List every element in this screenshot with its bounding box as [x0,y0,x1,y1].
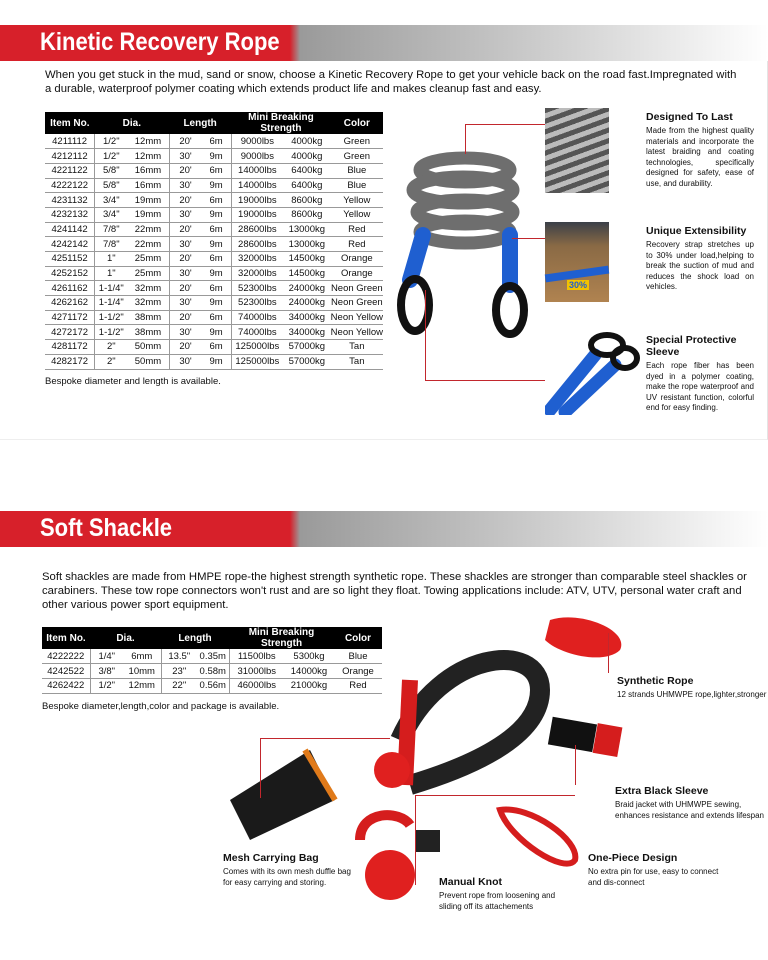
table-row [45,252,383,267]
header-strength: Mini Breaking Strength [231,112,330,134]
table-cell: 1-1/2" [95,325,128,340]
table-cell: 4281172 [45,340,95,355]
table-cell: Orange [331,252,383,267]
table-cell: 24000kg [283,296,331,311]
table-cell: 4262422 [42,678,90,693]
table-cell: 28600lbs [231,237,283,252]
table-cell: 6m [202,252,232,267]
header-dia: Dia. [90,627,161,649]
table-cell: 4211112 [45,134,95,149]
table-cell: 4272172 [45,325,95,340]
table-cell: 19mm [127,193,169,208]
header-item: Item No. [45,112,95,134]
table-cell: 1/2" [90,678,123,693]
table-cell: 38mm [127,310,169,325]
table-row [45,340,383,355]
table-cell: 28600lbs [231,222,283,237]
table-cell: 34000kg [283,310,331,325]
table-cell: 4000kg [283,134,331,149]
table-cell: Red [334,678,382,693]
table-cell: 1/4" [90,649,123,664]
table-cell: 4242522 [42,664,90,679]
table-row [45,222,383,237]
table-cell: 125000lbs [231,340,283,355]
table-cell: 19000lbs [231,207,283,222]
table-cell: 10mm [123,664,161,679]
table-cell: 30' [169,354,202,369]
table-cell: 21000kg [284,678,334,693]
table-cell: Green [331,134,383,149]
table-cell: 4222222 [42,649,90,664]
table-cell: 4232132 [45,207,95,222]
table-cell: 4222122 [45,178,95,193]
table-cell: 9m [202,207,232,222]
table-cell: 9m [202,325,232,340]
table-cell: 14500kg [283,266,331,281]
extensibility-image [545,222,609,302]
table-cell: 14000lbs [231,163,283,178]
table-row [45,178,383,193]
feature-synthetic-rope: Synthetic Rope 12 strands UHMWPE rope,lighter,stronger [617,675,767,699]
table-cell: 30' [169,325,202,340]
table-cell: 57000kg [283,354,331,369]
table-cell: 11500lbs [229,649,284,664]
table-row [45,310,383,325]
table-cell: 7/8" [95,222,128,237]
header-item: Item No. [42,627,90,649]
table-cell: 8600kg [283,207,331,222]
feature-protective-sleeve: Special Protective Sleeve Each rope fiber has been dyed in a polymer coating, make the rope waterproof and UV resistant function, colorful end for easy finding. [646,334,754,412]
table-cell: 6m [202,310,232,325]
table-cell: 2" [95,340,128,355]
table-cell: 32000lbs [231,252,283,267]
table-row [45,266,383,281]
table-cell: Green [331,149,383,164]
table-cell: Neon Green [330,297,383,309]
table-cell: 52300lbs [231,296,283,311]
table-cell: 4212112 [45,149,95,164]
table-cell: 22" [161,678,197,693]
feature-unique-extensibility: Unique Extensibility Recovery strap stretches up to 30% under load,helping to break the suction of mud and reduces the shock load on vehicles. [646,225,754,291]
table-cell: 4262162 [45,296,95,311]
table-cell: Tan [331,340,383,355]
table-row [45,354,383,369]
table-cell: 25mm [127,252,169,267]
table-cell: 6400kg [283,163,331,178]
feature-mesh-carrying-bag: Mesh Carrying Bag Comes with its own mesh duffle bag for easy carrying and storing. [223,852,351,887]
table-cell: 0.56m [197,678,229,693]
table-cell: 125000lbs [231,354,283,369]
table-cell: 6m [202,340,232,355]
table-cell: 9m [202,266,232,281]
table-cell: Orange [331,266,383,281]
table-cell: 12mm [123,678,161,693]
table-cell: 9m [202,178,232,193]
table-cell: Red [331,222,383,237]
table-cell: 32000lbs [231,266,283,281]
table-cell: 13.5" [161,649,197,664]
table-cell: 6400kg [283,178,331,193]
feature-extra-black-sleeve: Extra Black Sleeve Braid jacket with UHMWPE sewing, enhances resistance and extends lifespan [615,785,764,820]
table-cell: 24000kg [283,281,331,296]
table-cell: 30' [169,149,202,164]
table-cell: 0.58m [197,664,229,679]
protective-sleeve-image [545,330,640,415]
section1-banner [0,25,768,61]
feature-designed-to-last: Designed To Last Made from the highest quality materials and incorporate the latest braiding and coating technologies, specifically designed for safety, ease of use, and durability. [646,111,754,188]
table-cell: 20' [169,281,202,296]
table-cell: 20' [169,310,202,325]
table-cell: 32mm [127,296,169,311]
table-cell: 4251152 [45,252,95,267]
table-cell: Blue [334,649,382,664]
table-cell: 3/8" [90,664,123,679]
table-cell: Blue [331,163,383,178]
table-cell: 20' [169,163,202,178]
table-cell: 6m [202,281,232,296]
table-cell: Yellow [331,207,383,222]
feature-one-piece-design: One-Piece Design No extra pin for use, easy to connect and dis-connect [588,852,719,887]
table-cell: 3/4" [95,207,128,222]
table-cell: 9000lbs [231,134,283,149]
table-row [45,207,383,222]
table-row [45,325,383,340]
header-color: Color [331,112,383,134]
table-cell: 74000lbs [231,325,283,340]
table-cell: 12mm [127,134,169,149]
section2-note: Bespoke diameter,length,color and package is available. [42,701,280,712]
header-dia: Dia. [95,112,169,134]
table-cell: 5300kg [284,649,334,664]
section1-intro: When you get stuck in the mud, sand or snow, choose a Kinetic Recovery Rope to get your vehicle back on the road fast.Impregnated with a durable, waterproof polymer coating which extends product life and makes cleanup fast and easy. [45,69,737,95]
braid-closeup-image [545,108,609,193]
table-cell: 20' [169,134,202,149]
header-length: Length [161,627,229,649]
table-cell: 1/2" [95,149,128,164]
table-cell: Yellow [331,193,383,208]
table-cell: 13000kg [283,237,331,252]
table-cell: Red [331,237,383,252]
table-cell: 4282172 [45,354,95,369]
table-cell: 50mm [127,340,169,355]
table-cell: 5/8" [95,163,128,178]
section2-title: Soft Shackle [40,514,173,542]
table-cell: 30' [169,178,202,193]
table-cell: 6mm [123,649,161,664]
table-cell: Tan [331,354,383,369]
table-cell: 22mm [127,222,169,237]
table-cell: 1" [95,266,128,281]
table-cell: 74000lbs [231,310,283,325]
table-cell: 13000kg [283,222,331,237]
table-cell: 16mm [127,178,169,193]
table-row [45,149,383,164]
table-cell: 4000kg [283,149,331,164]
table-cell: 1-1/4" [95,281,128,296]
table-cell: 20' [169,193,202,208]
table-cell: 4261162 [45,281,95,296]
table-cell: 4271172 [45,310,95,325]
header-length: Length [169,112,231,134]
table-row [45,163,383,178]
header-strength: Mini Breaking Strength [229,627,334,649]
table-cell: 6m [202,193,232,208]
table-cell: 0.35m [197,649,229,664]
recovery-rope-spec-table [45,112,383,370]
table-cell: 4242142 [45,237,95,252]
table-cell: Neon Yellow [330,312,383,324]
table-cell: 4231132 [45,193,95,208]
header-color: Color [334,627,382,649]
table-cell: 30' [169,207,202,222]
table-cell: 12mm [127,149,169,164]
table-cell: 1-1/4" [95,296,128,311]
table-cell: Orange [334,664,382,679]
table-cell: 30' [169,266,202,281]
table-cell: 30' [169,296,202,311]
table-cell: 6m [202,163,232,178]
table-cell: 23" [161,664,197,679]
section1-note: Bespoke diameter and length is available. [45,376,221,387]
table-cell: 4241142 [45,222,95,237]
table-cell: 30' [169,237,202,252]
table-cell: Neon Green [330,282,383,294]
table-cell: 46000lbs [229,678,284,693]
table-cell: 1" [95,252,128,267]
section1-title: Kinetic Recovery Rope [40,28,280,56]
table-row [45,237,383,252]
table-cell: 14000kg [284,664,334,679]
section2-banner [0,511,768,547]
section2-intro: Soft shackles are made from HMPE rope-the highest strength synthetic rope. These shackles are stronger than comparable steel shackles or carabiners. These tow rope connectors won't rust and are so light they float. Towing applications include: ATV, UTV, personal water craft and other various power sport equipment. [42,571,747,611]
table-cell: 9m [202,237,232,252]
table-cell: 6m [202,222,232,237]
table-cell: 4252152 [45,266,95,281]
table-cell: 3/4" [95,193,128,208]
table-cell: 38mm [127,325,169,340]
recovery-rope-image [385,140,545,340]
table-cell: 1-1/2" [95,310,128,325]
table-cell: 1/2" [95,134,128,149]
table-cell: 19mm [127,207,169,222]
table-cell: 50mm [127,354,169,369]
table-cell: 52300lbs [231,281,283,296]
table-cell: 4221122 [45,163,95,178]
stretch-label: 30% [569,280,588,290]
table-cell: 9m [202,354,232,369]
table-cell: 9m [202,296,232,311]
table-cell: 9000lbs [231,149,283,164]
table-cell: 20' [169,340,202,355]
table-row [45,281,383,296]
table-cell: 6m [202,134,232,149]
table-cell: 32mm [127,281,169,296]
table-cell: Blue [331,178,383,193]
table-cell: 5/8" [95,178,128,193]
table-row [45,134,383,149]
table-cell: 19000lbs [231,193,283,208]
table-cell: 20' [169,222,202,237]
table-cell: 25mm [127,266,169,281]
table-row [45,193,383,208]
table-cell: 14500kg [283,252,331,267]
feature-manual-knot: Manual Knot Prevent rope from loosening and sliding off its attachements [439,876,556,911]
table-cell: 8600kg [283,193,331,208]
table-cell: 57000kg [283,340,331,355]
table-cell: 22mm [127,237,169,252]
table-cell: 20' [169,252,202,267]
table-cell: 2" [95,354,128,369]
table-cell: 14000lbs [231,178,283,193]
table-cell: 34000kg [283,325,331,340]
table-cell: Neon Yellow [330,326,383,338]
table-row [45,296,383,311]
table-cell: 31000lbs [229,664,284,679]
table-cell: 7/8" [95,237,128,252]
table-cell: 9m [202,149,232,164]
table-cell: 16mm [127,163,169,178]
